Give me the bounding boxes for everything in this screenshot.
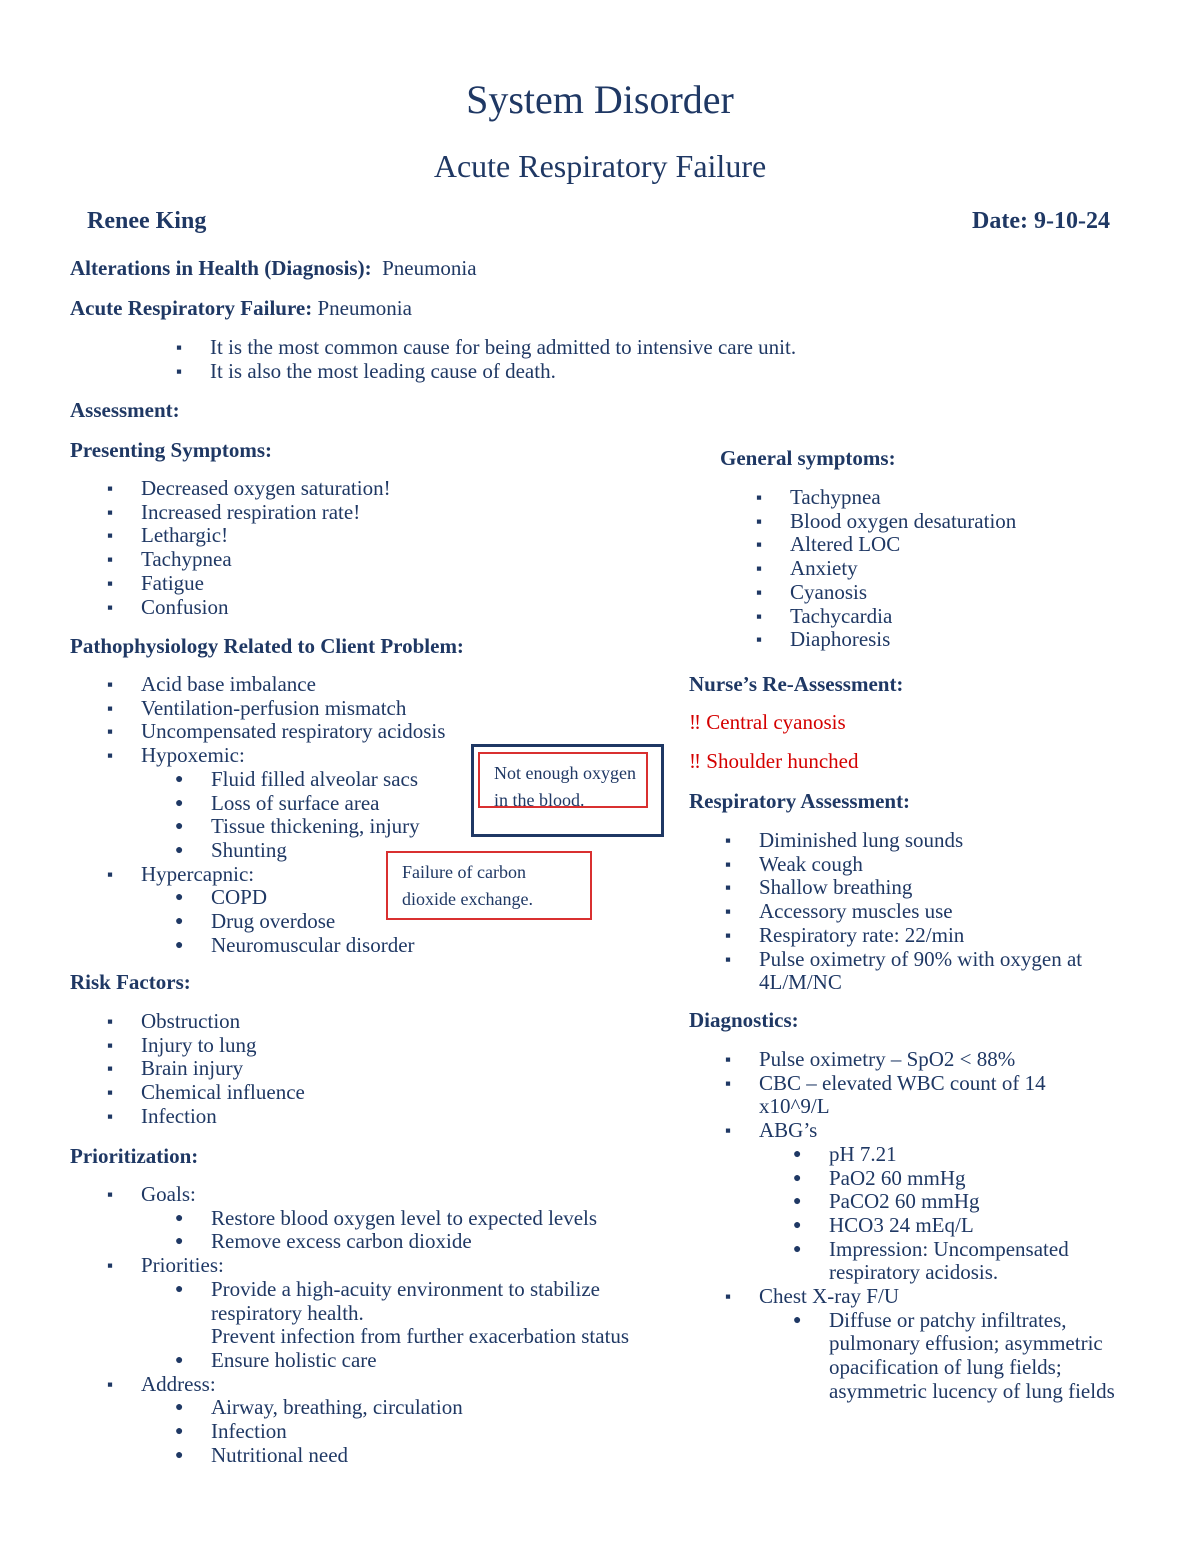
reassessment-finding: ‼ Shoulder hunched xyxy=(689,749,859,773)
list-item: ▪ Lethargic! xyxy=(141,524,391,548)
list-item: ● Shunting xyxy=(211,839,445,863)
list-item: ▪ Uncompensated respiratory acidosis xyxy=(141,720,445,744)
list-item: ● Impression: Uncompensated respiratory acidosis. xyxy=(829,1238,1119,1285)
general-heading: General symptoms: xyxy=(720,446,896,470)
list-item: ▪ Pulse oximetry of 90% with oxygen at 4L/M/NC xyxy=(759,948,1134,995)
address-item xyxy=(141,1373,681,1468)
list-item: ▪ Diminished lung sounds xyxy=(759,829,1139,853)
prioritization-heading: Prioritization: xyxy=(70,1144,199,1168)
list-item: ● Provide a high-acuity environment to stabilize respiratory health. xyxy=(211,1278,661,1325)
respiratory-list xyxy=(759,829,1139,995)
diagnostics-heading: Diagnostics: xyxy=(689,1008,799,1032)
hypercapnic-label: Hypercapnic: xyxy=(141,861,255,886)
list-item: ● Neuromuscular disorder xyxy=(211,934,445,958)
pathophysiology-heading: Pathophysiology Related to Client Problem: xyxy=(70,634,464,658)
list-item: ▪ Increased respiration rate! xyxy=(141,501,391,525)
abg-list xyxy=(829,1143,1149,1285)
xray-list xyxy=(829,1309,1149,1404)
list-item: ● Drug overdose xyxy=(211,910,445,934)
list-item: ● Diffuse or patchy infiltrates, pulmonary effusion; asymmetric opacification of lung fields; asymmetric lucency of lung fields xyxy=(829,1309,1149,1404)
arf-value: Pneumonia xyxy=(317,296,412,320)
reassessment-heading: Nurse’s Re-Assessment: xyxy=(689,672,904,696)
assessment-heading: Assessment: xyxy=(70,398,180,422)
list-item: ● Remove excess carbon dioxide xyxy=(211,1230,681,1254)
goals-list xyxy=(211,1207,681,1254)
priorities-label: Priorities: xyxy=(141,1253,224,1278)
list-item: ▪ Tachypnea xyxy=(790,486,1016,510)
general-list xyxy=(790,486,1016,652)
list-item: ▪ Accessory muscles use xyxy=(759,900,1139,924)
co2-note-line2: dioxide exchange. xyxy=(402,889,533,909)
reassessment-finding: ‼ Central cyanosis xyxy=(689,710,846,734)
address-label: Address: xyxy=(141,1371,216,1396)
list-item: ● Fluid filled alveolar sacs xyxy=(211,768,445,792)
list-item: ● HCO3 24 mEq/L xyxy=(829,1214,1149,1238)
oxygen-note-line1: Not enough oxygen xyxy=(494,763,636,783)
list-item: ▪ Acid base imbalance xyxy=(141,673,445,697)
list-item: ▪ Respiratory rate: 22/min xyxy=(759,924,1139,948)
list-item: ▪ Altered LOC xyxy=(790,533,1016,557)
list-item: ● Infection xyxy=(211,1420,681,1444)
arf-line xyxy=(70,296,412,321)
list-item: ▪ Shallow breathing xyxy=(759,876,1139,900)
priorities-item xyxy=(141,1254,681,1373)
list-item: ▪ Weak cough xyxy=(759,853,1139,877)
list-item: ▪ Fatigue xyxy=(141,572,391,596)
list-item: ▪ Tachycardia xyxy=(790,605,1016,629)
list-item: ▪ Diaphoresis xyxy=(790,628,1016,652)
list-item: ● pH 7.21 xyxy=(829,1143,1149,1167)
student-name: Renee King xyxy=(87,208,207,234)
list-item: ● Prevent infection from further exacerbation status xyxy=(211,1325,677,1349)
co2-note xyxy=(386,851,592,920)
abg-item xyxy=(759,1119,1149,1285)
list-item: ▪ Ventilation-perfusion mismatch xyxy=(141,697,445,721)
xray-label: Chest X-ray F/U xyxy=(759,1284,899,1309)
page-title: System Disorder xyxy=(466,77,734,122)
list-item: ▪ Infection xyxy=(141,1105,305,1129)
list-item: ● Restore blood oxygen level to expected levels xyxy=(211,1207,681,1231)
list-item: ▪ Obstruction xyxy=(141,1010,305,1034)
risk-list xyxy=(141,1010,305,1129)
diagnosis-line xyxy=(70,256,477,281)
date-label: Date: 9-10-24 xyxy=(972,208,1110,234)
hypoxemic-label: Hypoxemic: xyxy=(141,743,245,768)
list-item: ● PaCO2 60 mmHg xyxy=(829,1190,1149,1214)
goals-item xyxy=(141,1183,681,1254)
list-item: ▪ Anxiety xyxy=(790,557,1016,581)
diagnosis-label: Alterations in Health (Diagnosis): xyxy=(70,256,372,280)
list-item: ▪ Decreased oxygen saturation! xyxy=(141,477,391,501)
xray-item xyxy=(759,1285,1149,1404)
abg-label: ABG’s xyxy=(759,1118,818,1143)
risk-heading: Risk Factors: xyxy=(70,970,191,994)
list-item: ● Nutritional need xyxy=(211,1444,681,1468)
list-item: ● PaO2 60 mmHg xyxy=(829,1167,1149,1191)
prioritization-list xyxy=(141,1183,681,1467)
list-item: ● Tissue thickening, injury xyxy=(211,815,445,839)
oxygen-note-line2: in the blood. xyxy=(494,790,585,810)
list-item: ● Airway, breathing, circulation xyxy=(211,1396,681,1420)
address-list xyxy=(211,1396,681,1467)
list-item: ▪ Tachypnea xyxy=(141,548,391,572)
diagnostics-list xyxy=(759,1048,1149,1404)
list-item: ● COPD xyxy=(211,886,445,910)
co2-note-line1: Failure of carbon xyxy=(402,862,526,882)
respiratory-heading: Respiratory Assessment: xyxy=(689,789,911,813)
list-item: ▪ It is also the most leading cause of death. xyxy=(210,360,796,384)
list-item: ▪ Cyanosis xyxy=(790,581,1016,605)
list-item: ▪ CBC – elevated WBC count of 14 x10^9/L xyxy=(759,1072,1094,1119)
list-item: ▪ Confusion xyxy=(141,596,391,620)
hypoxemic-item xyxy=(141,744,445,863)
page-subtitle: Acute Respiratory Failure xyxy=(433,148,767,184)
arf-list xyxy=(210,336,796,383)
list-item: ▪ Chemical influence xyxy=(141,1081,305,1105)
priorities-list xyxy=(211,1278,681,1373)
hypoxemic-list xyxy=(211,768,445,863)
list-item: ▪ Pulse oximetry – SpO2 < 88% xyxy=(759,1048,1149,1072)
list-item: ● Ensure holistic care xyxy=(211,1349,681,1373)
goals-label: Goals: xyxy=(141,1182,196,1206)
presenting-heading: Presenting Symptoms: xyxy=(70,438,273,462)
list-item: ▪ Blood oxygen desaturation xyxy=(790,510,1016,534)
list-item: ▪ It is the most common cause for being admitted to intensive care unit. xyxy=(210,336,796,360)
list-item: ▪ Injury to lung xyxy=(141,1034,305,1058)
list-item: ● Loss of surface area xyxy=(211,792,445,816)
oxygen-note xyxy=(478,752,648,808)
list-item: ▪ Brain injury xyxy=(141,1057,305,1081)
diagnosis-value: Pneumonia xyxy=(382,256,477,280)
arf-label: Acute Respiratory Failure: xyxy=(70,296,313,320)
presenting-list xyxy=(141,477,391,619)
